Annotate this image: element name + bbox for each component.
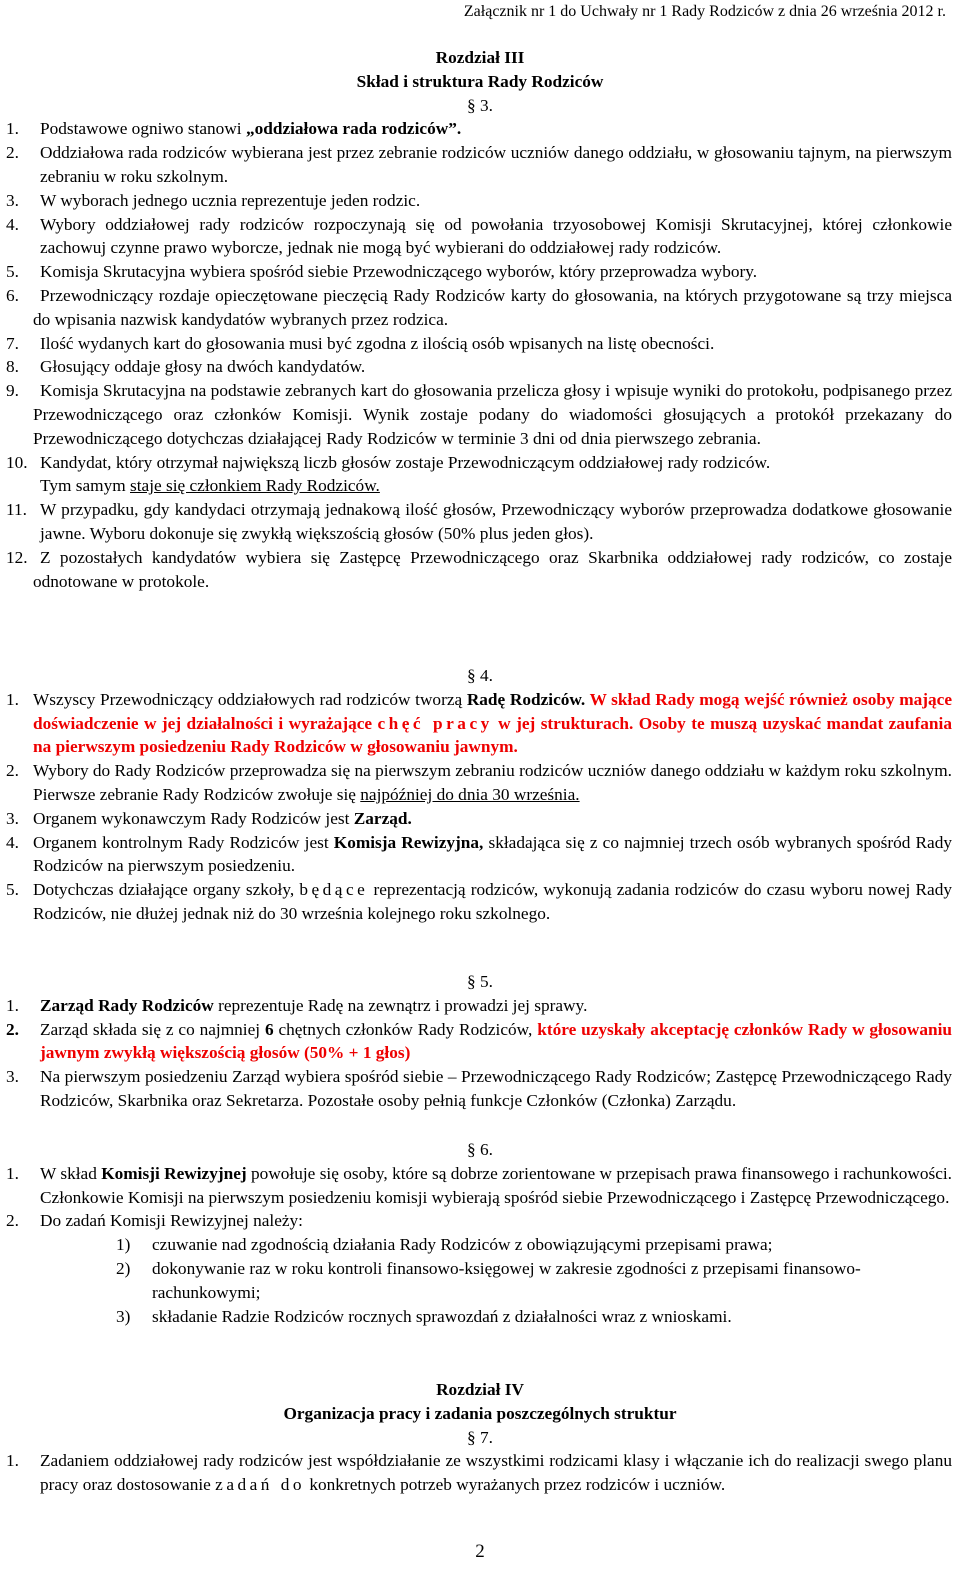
list-item: 1. Zadaniem oddziałowej rady rodziców jest współdziałanie ze wszystkimi rodzicami klasy i włączanie ich do realizacji swego planu pracy oraz dostosowanie zadań do konkretnych potrzeb wyrażanych przez rodziców i uczniów. [6, 1451, 952, 1495]
list-item: 3. W wyborach jednego ucznia reprezentuje jeden rodzic. [6, 190, 421, 210]
list-item: 1. Wszyscy Przewodniczący oddziałowych rad rodziców tworzą Radę Rodziców. W skład Rady mogą wejść również osoby mające doświadczenie w jej działalności i wyrażające chęć pracy w jej strukturach. Osoby te muszą uzyskać mandat zaufania na pierwszym posiedzeniu Rady Rodziców w głosowaniu jawnym. [6, 689, 953, 757]
list-item: 1. Podstawowe ogniwo stanowi „oddziałowa rada rodziców”. [6, 119, 462, 139]
list-item: 2. Wybory do Rady Rodziców przeprowadza się na pierwszym zebraniu rodziców uczniów danego oddziału w każdym roku szkolnym. Pierwsze zebranie Rady Rodziców zwołuje się najpóźniej do dnia 30 września. [6, 761, 952, 804]
list-item: 12. Z pozostałych kandydatów wybiera się Zastępcę Przewodniczącego oraz Skarbnika oddziałowej rady rodziców, co zostaje odnotowane w protokole. [6, 547, 952, 591]
section-heading: § 4. [467, 666, 493, 685]
list-item: 11. W przypadku, gdy kandydaci otrzymają jednakową ilość głosów, Przewodniczący wyborów przeprowadza dodatkowe głosowanie jawne. Wyboru dokonuje się zwykłą większością głosów (50% plus jeden głos). [6, 500, 952, 543]
chapter-4 [0, 1378, 960, 1497]
list-item: 2. Zarząd składa się z co najmniej 6 chętnych członków Rady Rodziców, które uzyskały akceptację członków Rady w głosowaniu jawnym zwykłą większością głosów (50% + 1 głos) [6, 1019, 953, 1063]
section-4 [0, 664, 960, 926]
chapter-subtitle: Skład i struktura Rady Rodziców [356, 71, 604, 91]
list-item: 3. Organem wykonawczym Rady Rodziców jest Zarząd. [6, 808, 412, 828]
section-6 [0, 1138, 960, 1328]
section-5 [0, 970, 960, 1113]
chapter-title: Rozdział III [435, 48, 525, 67]
chapter-title: Rozdział IV [436, 1380, 524, 1399]
list-item: 5. Komisja Skrutacyjna wybiera spośród siebie Przewodniczącego wyborów, który przeprowadza wybory. [6, 262, 758, 282]
list-item: 1. Zarząd Rady Rodziców reprezentuje Radę na zewnątrz i prowadzi jej sprawy. [6, 995, 588, 1015]
list-item: 6. Przewodniczący rozdaje opieczętowane pieczęcią Rady Rodziców karty do głosowania, na których przygotowane są trzy miejsca do wpisania nazwisk kandydatów wybranych przez rodzica. [6, 285, 952, 329]
list-item: 3. Na pierwszym posiedzeniu Zarząd wybiera spośród siebie – Przewodniczącego Rady Rodziców; Zastępcę Przewodniczącego Rady Rodziców, Skarbnika oraz Sekretarza. Pozostałe osoby pełnią funkcje Członków (Członka) Zarządu. [6, 1067, 952, 1110]
section-heading: § 7. [467, 1427, 493, 1447]
list-item: 5. Dotychczas działające organy szkoły, będące reprezentacją rodziców, wykonują zadania rodziców do czasu wyboru nowej Rady Rodziców, nie dłużej jednak niż do 30 września kolejnego roku szkolnego. [6, 880, 952, 923]
page-header: Załącznik nr 1 do Uchwały nr 1 Rady Rodziców z dnia 26 września 2012 r. [463, 3, 946, 20]
chapter-subtitle: Organizacja pracy i zadania poszczególnych struktur [283, 1403, 677, 1423]
list-item: 7. Ilość wydanych kart do głosowania musi być zgodna z ilością osób wpisanych na listę obecności. [6, 333, 715, 353]
list-item: 4. Organem kontrolnym Rady Rodziców jest Komisja Rewizyjna, składająca się z co najmniej trzech osób wybranych spośród Rady Rodziców na pierwszym posiedzeniu. [6, 832, 953, 876]
page-number: 2 [475, 1541, 485, 1562]
sub-item: 3) składanie Radzie Rodziców rocznych sprawozdań z działalności wraz z wnioskami. [116, 1306, 732, 1326]
section-heading: § 3. [467, 95, 493, 115]
list-item: 10. Kandydat, który otrzymał największą liczb głosów zostaje Przewodniczącym oddziałowej rady rodziców. Tym samym staje się członkiem Rady Rodziców. [6, 452, 771, 496]
list-item: 9. Komisja Skrutacyjna na podstawie zebranych kart do głosowania przelicza głosy i wpisuje wyniki do protokołu, podpisanego przez Przewodniczącego oraz członków Komisji. Wynik zostaje podany do wiadomości głosujących a protokół przekazany do Przewodniczącego dotychczas działającej Rady Rodziców w terminie 3 dni od dnia pierwszego zebrania. [6, 381, 952, 448]
chapter-3 [0, 46, 960, 593]
list-item: 2. Oddziałowa rada rodziców wybierana jest przez zebranie rodziców uczniów danego oddziału, w głosowaniu tajnym, na pierwszym zebraniu w roku szkolnym. [6, 143, 952, 186]
list-item: 8. Głosujący oddaje głosy na dwóch kandydatów. [6, 357, 366, 377]
list-item: 2. Do zadań Komisji Rewizyjnej należy: [6, 1211, 303, 1231]
section-heading: § 5. [467, 972, 493, 991]
sub-item: 1) czuwanie nad zgodnością działania Rady Rodziców z obowiązującymi przepisami prawa; [116, 1235, 773, 1255]
list-item: 1. W skład Komisji Rewizyjnej powołuje się osoby, które są dobrze zorientowane w przepisach prawa finansowego i rachunkowości. Członkowie Komisji na pierwszym posiedzeniu komisji wybierają spośród siebie Przewodniczącego i Zastępcę Przewodniczącego. [6, 1163, 952, 1207]
section-heading: § 6. [467, 1140, 493, 1159]
sub-item: 2) dokonywanie raz w roku kontroli finansowo-księgowej w zakresie zgodności z przepisami finansowo-rachunkowymi; [116, 1258, 861, 1302]
list-item: 4. Wybory oddziałowej rady rodziców rozpoczynają się od powołania trzyosobowej Komisji Skrutacyjnej, której członkowie zachowuj czynne prawo wyborcze, jednak nie mogą być wybierani do oddziałowej rady rodziców. [6, 214, 952, 258]
